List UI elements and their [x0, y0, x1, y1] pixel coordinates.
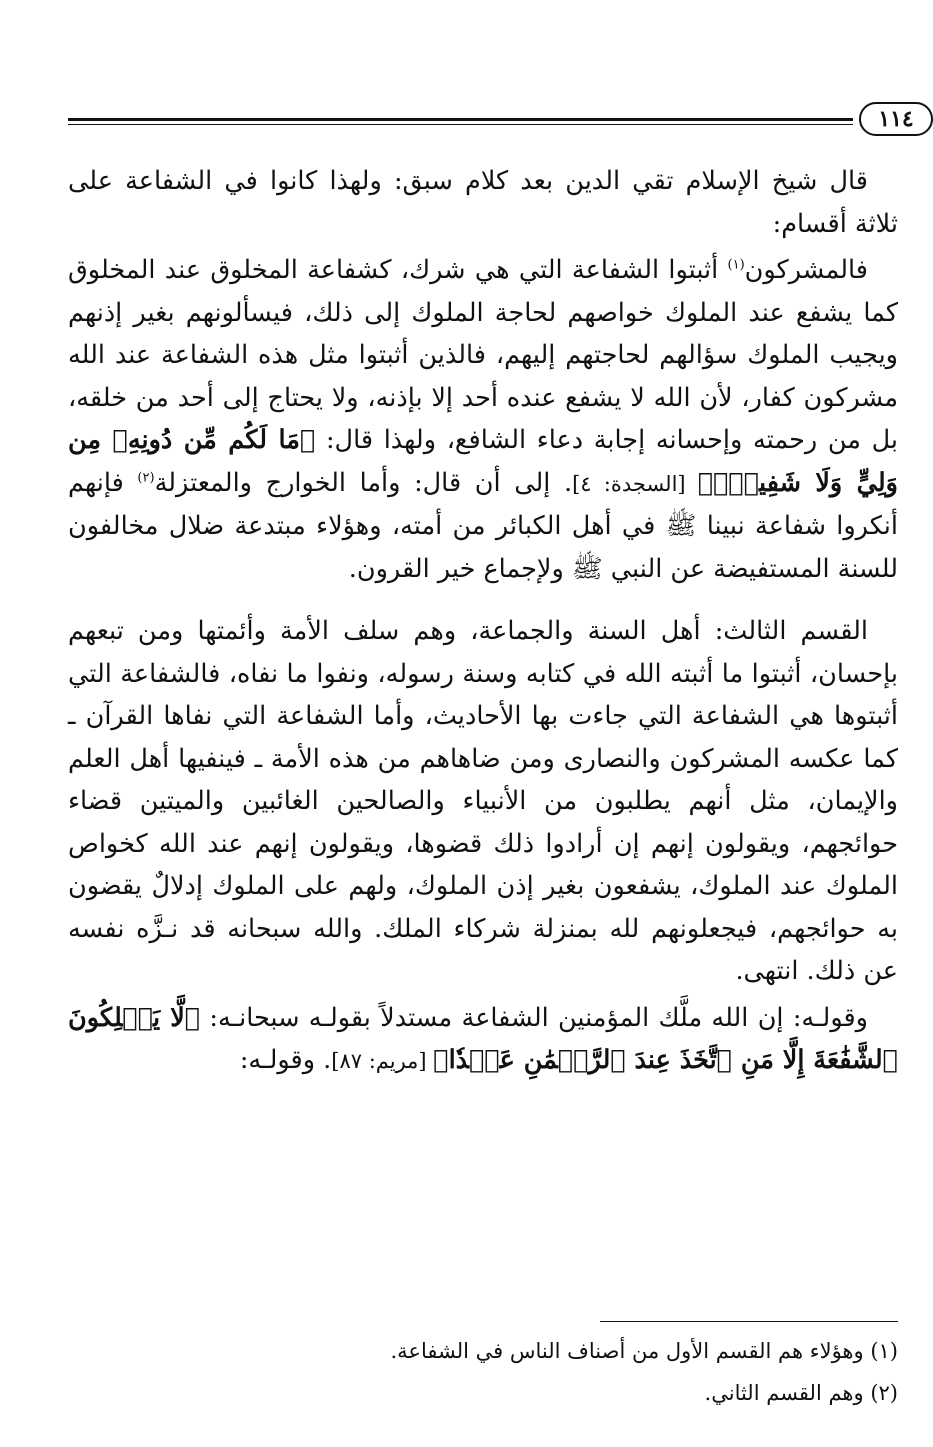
page-header [68, 100, 933, 140]
footnote-1: (١) وهؤلاء هم القسم الأول من أصناف الناس في الشفاعة. [390, 1339, 898, 1363]
paragraph-third-category: القسم الثالث: أهل السنة والجماعة، وهم سلف الأمة وأئمتها ومن تبعهم بإحسان، أثبتوا ما أثبته الله في كتابه وسنة رسوله، ونفوا ما نفاه، فالشفاعة التي أثبتوها هي الشفاعة التي جاءت بها الأحاديث، وأما الشفاعة التي نفاها القرآن ـ كما عكسه المشركون والنصارى ومن ضاهاهم من هذه الأمة ـ فينفيها أهل العلم والإيمان، مثل أنهم يطلبون من الأنبياء والصالحين الغائبين والميتين قضاء حوائجهم، ويقولون إنهم إن أرادوا ذلك قضوها، ويقولون إنهم عند الله كخواص الملوك عند الملوك، يشفعون بغير إذن الملوك، ولهم على الملوك إدلالٌ يقضون به حوائجهم، فيجعلونهم لله بمنزلة شركاء الملك. والله سبحانه قد نـزَّه نفسه عن ذلك. انتهى. [68, 616, 898, 986]
paragraph-mushrikun [68, 249, 898, 590]
paragraph-text: فالمشركون [744, 255, 868, 285]
footnotes [68, 1330, 898, 1414]
quran-verse: ﴿لَّا يَمۡلِكُونَ ٱلشَّفَٰعَةَ إِلَّا مَنِ ٱتَّخَذَ عِندَ ٱلرَّحۡمَٰنِ عَهۡدٗا﴾ [68, 1002, 898, 1075]
verse-reference: [السجدة: ٤] [572, 471, 698, 496]
header-rule-thick [68, 118, 853, 121]
verse-reference: [مريم: ٨٧] [331, 1049, 434, 1073]
paragraph-text: أثبتوا الشفاعة التي هي شرك، كشفاعة المخلوق عند المخلوق كما يشفع عند الملوك خواصهم لحاجة الملوك إلى ذلك، فيسألونهم بغير إذنهم ويجيب الملوك سؤالهم لحاجتهم إليهم، فالذين أثبتوا مثل هذه الشفاعة عند الله مشركون كفار، لأن الله لا يشفع عنده أحد إلا بإذنه، ولا يحتاج إلى أحد من خلقه، بل من رحمته وإحسانه إجابة دعاء الشافع، ولهذا قال: [68, 255, 898, 455]
page-number: ١١٤ [859, 102, 933, 136]
footnote-marker-2[interactable]: (٢) [137, 470, 155, 485]
paragraph-intro: قال شيخ الإسلام تقي الدين بعد كلام سبق: ولهذا كانوا في الشفاعة على ثلاثة أقسام: [68, 166, 898, 239]
header-rule-thin [68, 124, 853, 125]
footnote-marker-1[interactable]: (١) [727, 257, 745, 273]
paragraph-text: . وقولـه: [239, 1045, 332, 1075]
paragraph-text: فإنهم أنكروا شفاعة نبينا ﷺ في أهل الكبائر من أمته، وهؤلاء مبتدعة ضلال مخالفون للسنة المستفيضة عن النبي ﷺ ولإجماع خير القرون. [68, 467, 898, 584]
footnote-separator [600, 1321, 898, 1322]
paragraph-text: وقولـه: إن الله ملَّك المؤمنين الشفاعة مستدلاً بقولـه سبحانـه: [200, 1002, 868, 1033]
main-text [68, 160, 898, 1083]
quran-verse: ﴿مَا لَكُم مِّن دُونِهِۦ مِن وَلِيٍّ وَلَا شَفِيعٍۚ﴾ [68, 425, 898, 498]
footnote-2: (٢) وهم القسم الثاني. [704, 1381, 898, 1405]
paragraph-text: . إلى أن قال: وأما الخوارج والمعتزلة [154, 467, 573, 498]
paragraph-quote [68, 997, 898, 1083]
